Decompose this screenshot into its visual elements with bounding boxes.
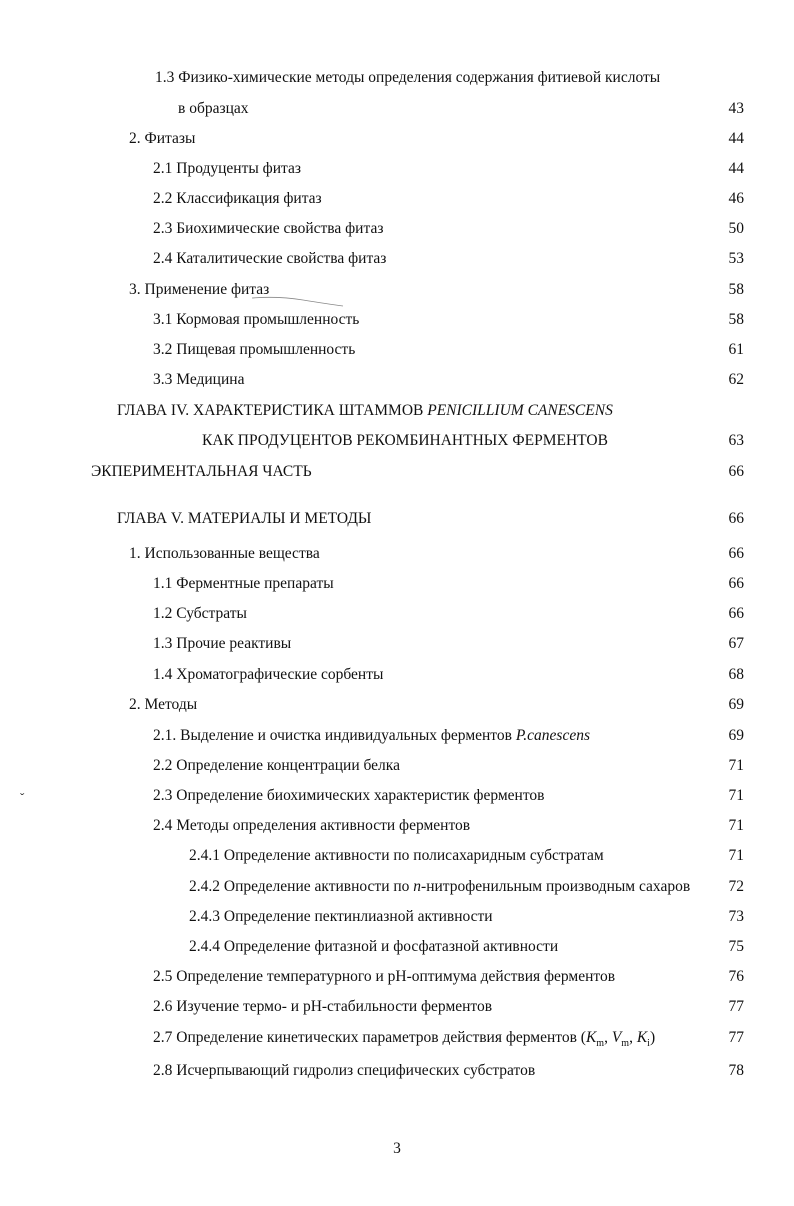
toc-entry-title: 2.4.3 Определение пектинлиазной активности [189, 908, 493, 925]
toc-entry-title [189, 876, 690, 898]
toc-entry [0, 188, 794, 210]
toc-entry [0, 876, 794, 898]
toc-entry-title: 2.2 Классификация фитаз [153, 190, 322, 207]
entry-text: 2.1. Выделение и очистка индивидуальных ферментов [153, 727, 516, 744]
entry-text: 2.4.2 Определение активности по [189, 878, 414, 895]
toc-entry-title: 1. Использованные вещества [129, 545, 320, 562]
toc-entry-title: ЭКПЕРИМЕНТАЛЬНАЯ ЧАСТЬ [91, 463, 312, 480]
entry-italic: n [413, 878, 422, 895]
toc-entry-page: 66 [728, 463, 744, 480]
pen-scribble [248, 290, 348, 310]
toc-entry [0, 508, 794, 530]
separator: , [604, 1029, 612, 1046]
toc-entry [0, 996, 794, 1018]
subscript-i: i [647, 1038, 650, 1050]
species-name: PENICILLIUM CANESCENS [427, 402, 613, 419]
toc-entry [0, 664, 794, 686]
toc-entry-title [117, 400, 613, 422]
toc-entry [0, 603, 794, 625]
toc-entry-title: ГЛАВА V. МАТЕРИАЛЫ И МЕТОДЫ [117, 510, 372, 527]
toc-entry-page: 66 [728, 605, 744, 622]
toc-entry-page: 67 [728, 635, 744, 652]
toc-entry-page: 75 [728, 938, 744, 955]
toc-entry [0, 400, 794, 422]
toc-entry [0, 694, 794, 716]
toc-entry-page: 61 [728, 341, 744, 358]
toc-entry [0, 633, 794, 655]
toc-entry-page: 58 [728, 281, 744, 298]
symbol-ki: K [636, 1029, 648, 1046]
toc-entry-page: 63 [728, 432, 744, 449]
toc-entry-page: 68 [728, 666, 744, 683]
toc-entry [0, 339, 794, 361]
toc-entry-title [153, 1027, 655, 1055]
toc-entry-title: 3.3 Медицина [153, 371, 245, 388]
toc-entry [0, 1027, 794, 1049]
entry-text: 2.7 Определение кинетических параметров действия ферментов ( [153, 1029, 586, 1046]
toc-entry-title: КАК ПРОДУЦЕНТОВ РЕКОМБИНАНТНЫХ ФЕРМЕНТОВ [202, 432, 608, 449]
toc-entry-title: 3.2 Пищевая промышленность [153, 341, 356, 358]
toc-entry-page: 66 [728, 545, 744, 562]
entry-text-suffix: -нитрофенильным производным сахаров [421, 878, 691, 895]
toc-entry [0, 158, 794, 180]
toc-entry-title: 2.1 Продуценты фитаз [153, 160, 301, 177]
toc-entry-title: 1.3 Физико-химические методы определения содержания фитиевой кислоты [155, 69, 661, 86]
toc-entry-page: 71 [728, 787, 744, 804]
toc-entry [0, 1060, 794, 1082]
toc-entry-title: 2.8 Исчерпывающий гидролиз специфических субстратов [153, 1062, 536, 1079]
toc-entry-page: 66 [728, 575, 744, 592]
toc-entry-page: 66 [728, 510, 744, 527]
toc-entry-title: 2. Методы [129, 696, 198, 713]
toc-entry [0, 543, 794, 565]
toc-entry-title: 2.4.1 Определение активности по полисахаридным субстратам [189, 847, 604, 864]
toc-entry [0, 725, 794, 747]
toc-entry-title: 2.5 Определение температурного и рН-оптимума действия ферментов [153, 968, 616, 985]
toc-entry [0, 98, 794, 120]
toc-entry-title: 2.4.4 Определение фитазной и фосфатазной активности [189, 938, 559, 955]
toc-entry [0, 785, 794, 807]
toc-entry-page: 78 [728, 1062, 744, 1079]
toc-entry [0, 461, 794, 483]
toc-entry-page: 72 [728, 878, 744, 895]
toc-entry [0, 279, 794, 301]
toc-entry-title: 2.2 Определение концентрации белка [153, 757, 400, 774]
toc-entry-title: 2. Фитазы [129, 130, 196, 147]
toc-entry-page: 76 [728, 968, 744, 985]
toc-entry-page: 71 [728, 847, 744, 864]
toc-entry-page: 69 [728, 696, 744, 713]
toc-entry-title: 1.1 Ферментные препараты [153, 575, 334, 592]
toc-entry [0, 815, 794, 837]
toc-entry-title: 2.4 Методы определения активности ферментов [153, 817, 471, 834]
toc-entry-title: 2.3 Биохимические свойства фитаз [153, 220, 384, 237]
toc-entry [0, 573, 794, 595]
symbol-v: V [611, 1029, 622, 1046]
toc-entry [0, 128, 794, 150]
toc-entry-title: 2.3 Определение биохимических характеристик ферментов [153, 787, 545, 804]
toc-entry [0, 430, 794, 452]
toc-entry-page: 58 [728, 311, 744, 328]
toc-entry-title: 2.6 Изучение термо- и рН-стабильности ферментов [153, 998, 493, 1015]
toc-entry-page: 44 [728, 130, 744, 147]
toc-entry-page: 71 [728, 757, 744, 774]
close-paren: ) [649, 1029, 656, 1046]
toc-entry-page: 69 [728, 727, 744, 744]
toc-entry-page: 77 [728, 998, 744, 1015]
toc-entry-title [153, 725, 590, 747]
toc-entry [0, 845, 794, 867]
toc-entry-page: 46 [728, 190, 744, 207]
subscript-m: m [621, 1038, 630, 1050]
toc-entry [0, 966, 794, 988]
toc-entry [0, 936, 794, 958]
toc-entry-title: в образцах [178, 100, 249, 117]
subscript-m: m [596, 1038, 605, 1050]
toc-entry-title: 2.4 Каталитические свойства фитаз [153, 250, 387, 267]
toc-entry-title: 3.1 Кормовая промышленность [153, 311, 360, 328]
toc-entry-title: 1.2 Субстраты [153, 605, 247, 622]
toc-entry [0, 67, 794, 89]
margin-mark: ˇ [20, 790, 25, 805]
symbol-k: K [585, 1029, 597, 1046]
toc-entry-title: 3. Применение фитаз [129, 281, 270, 298]
toc-entry-page: 77 [728, 1029, 744, 1046]
page-number: 3 [393, 1140, 401, 1157]
chapter-title: ГЛАВА IV. ХАРАКТЕРИСТИКА ШТАММОВ [117, 402, 428, 419]
toc-entry-page: 62 [728, 371, 744, 388]
toc-entry [0, 369, 794, 391]
toc-entry [0, 755, 794, 777]
toc-entry-page: 50 [728, 220, 744, 237]
toc-entry [0, 906, 794, 928]
toc-entry-page: 44 [728, 160, 744, 177]
toc-entry [0, 248, 794, 270]
toc-entry [0, 309, 794, 331]
species-name: P.canescens [515, 727, 591, 744]
toc-entry-page: 43 [728, 100, 744, 117]
separator: , [629, 1029, 637, 1046]
toc-entry-page: 53 [728, 250, 744, 267]
toc-entry [0, 218, 794, 240]
toc-entry-page: 73 [728, 908, 744, 925]
toc-entry-title: 1.4 Хроматографические сорбенты [153, 666, 384, 683]
toc-entry-page: 71 [728, 817, 744, 834]
toc-entry-title: 1.3 Прочие реактивы [153, 635, 292, 652]
